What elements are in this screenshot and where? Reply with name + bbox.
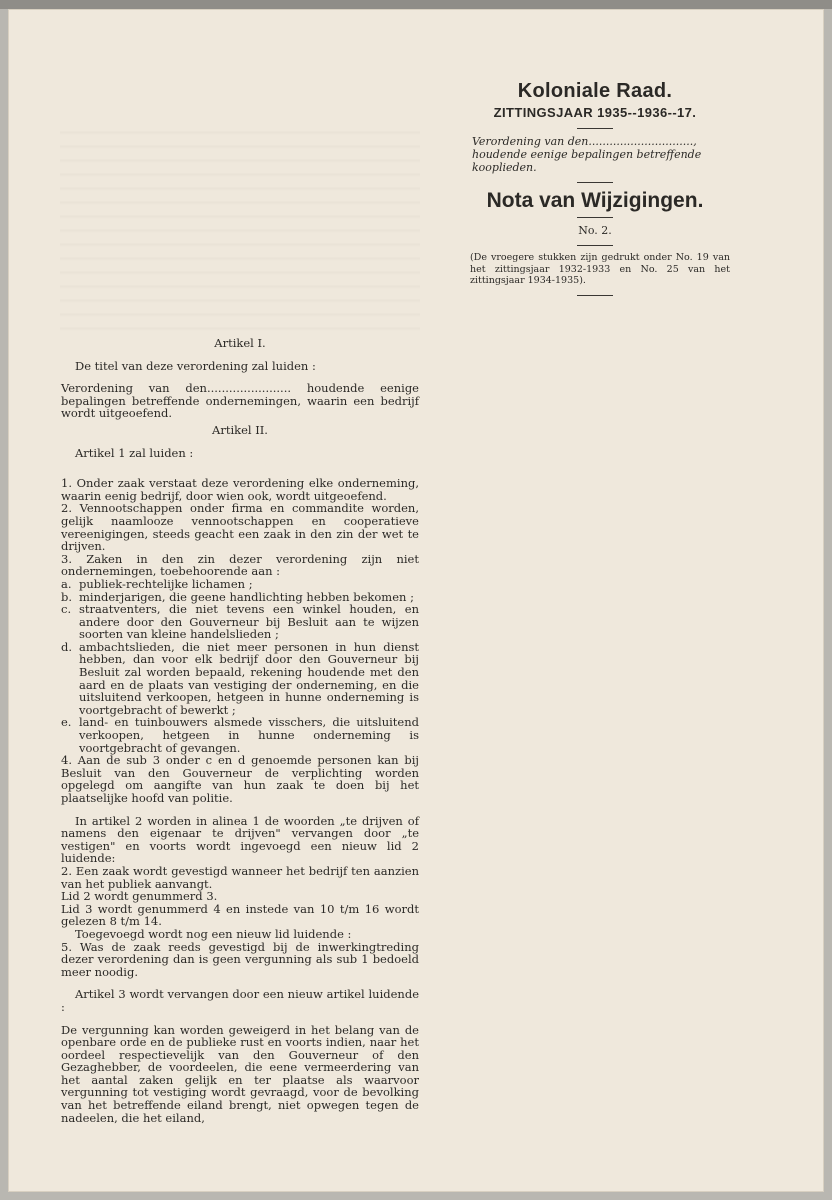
- article-3-text: De vergunning kan worden geweigerd in het belang van de openbare orde en de publieke rust en voorts indien, naar het oordeel respectievelijk van den Gouverneur of den Gezaghebber, de voordeelen, die eene vermeerdering van het aantal zaken gelijk en ter plaatse als waarvoor vergunning tot vestiging wordt gevraagd, voor de bevolking van het betreffende eiland brengt, niet opwegen tegen de nadeelen, die het eiland,: [61, 1022, 419, 1125]
- article-2-heading: Artikel II.: [212, 422, 268, 437]
- list-item: a. publiek-rechtelijke lichamen ;: [61, 576, 253, 591]
- new-lid-5: 5. Was de zaak reeds gevestigd bij de inwerkingtreding dezer verordening dan is geen vergunning als sub 1 bedoeld meer noodig.: [61, 939, 419, 979]
- list-item: b. minderjarigen, die geene handlichting hebben bekomen ;: [61, 589, 414, 604]
- list-item: e. land- en tuinbouwers alsmede visschers, die uitsluitend verkoopen, hetgeen in hunne onderneming is voortgebracht of gevangen.: [61, 715, 419, 755]
- council-title: Koloniale Raad.: [517, 80, 673, 102]
- list-item: d. ambachtslieden, die niet meer personen in hun dienst hebben, dan voor elk bedrijf door den Gouverneur bij Besluit zal worden bepaald, rekening houdende met den aard en de plaats van vestiging der onderneming, en die uitsluitend verkoopen, hetgeen in hunne onderneming is voortgebracht of bewerkt ;: [61, 639, 419, 717]
- document-header: [460, 80, 730, 302]
- new-lid-2: 2. Een zaak wordt gevestigd wanneer het bedrijf ten aanzien van het publiek aanvangt.: [61, 863, 419, 891]
- paragraph-2: 2. Vennootschappen onder firma en commandite worden, gelijk naamlooze vennootschappen en cooperatieve vereenigingen, steeds geacht een zaak in den zin der wet te drijven.: [61, 501, 419, 554]
- paragraph-3: 3. Zaken in den zin dezer verordening zijn niet ondernemingen, toebehoorende aan :: [61, 551, 419, 579]
- session-year: ZITTINGSJAAR 1935--1936--17.: [493, 105, 697, 120]
- renumber-lid-2: Lid 2 wordt genummerd 3.: [61, 889, 218, 904]
- paragraph-4: 4. Aan de sub 3 onder c en d genoemde personen kan bij Besluit van den Gouverneur de verplichting worden opgelegd om aangifte van hun zaak te doen bij het plaatselijke hoofd van politie.: [61, 753, 419, 805]
- divider: [577, 217, 613, 218]
- ordinance-subject: Verordening van den.............................., houdende eenige bepalingen betreffende kooplieden.: [472, 135, 702, 174]
- scan-top-edge: [0, 0, 832, 9]
- bleed-through-shadow: [60, 121, 420, 331]
- divider: [577, 295, 613, 296]
- article-1-intro: De titel van deze verordening zal luiden :: [75, 358, 316, 373]
- nota-title: Nota van Wijzigingen.: [486, 189, 704, 212]
- article-2-amendment: In artikel 2 worden in alinea 1 de woorden „te drijven of namens den eigenaar te drijven" vervangen door „te vestigen" en voorts wordt ingevoegd een nieuw lid 2 luidende:: [61, 813, 419, 866]
- divider: [577, 182, 613, 183]
- divider: [577, 128, 613, 129]
- article-2-intro: Artikel 1 zal luiden :: [75, 445, 194, 460]
- article-1-text: Verordening van den....................... houdende eenige bepalingen betreffende ondernemingen, waarin een bedrijf wordt uitgeoefend.: [61, 381, 419, 421]
- document-body: [61, 337, 419, 1124]
- previous-documents-note: (De vroegere stukken zijn gedrukt onder No. 19 van het zittingsjaar 1932-1933 en No. 25 van het zittingsjaar 1934-1935).: [470, 252, 730, 286]
- renumber-lid-3: Lid 3 wordt genummerd 4 en instede van 10 t/m 16 wordt gelezen 8 t/m 14.: [61, 901, 419, 929]
- divider: [577, 245, 613, 246]
- list-item: c. straatventers, die niet tevens een winkel houden, en andere door den Gouverneur bij Besluit aan te wijzen soorten van kleine handelslieden ;: [61, 602, 419, 642]
- article-3-intro: Artikel 3 wordt vervangen door een nieuw artikel luidende :: [61, 987, 419, 1014]
- paragraph-1: 1. Onder zaak verstaat deze verordening elke onderneming, waarin eenig bedrijf, door wien ook, wordt uitgeoefend.: [61, 476, 419, 503]
- added-lid-intro: Toegevoegd wordt nog een nieuw lid luidende :: [75, 926, 352, 941]
- document-number: No. 2.: [578, 224, 612, 237]
- article-1-heading: Artikel I.: [214, 336, 266, 350]
